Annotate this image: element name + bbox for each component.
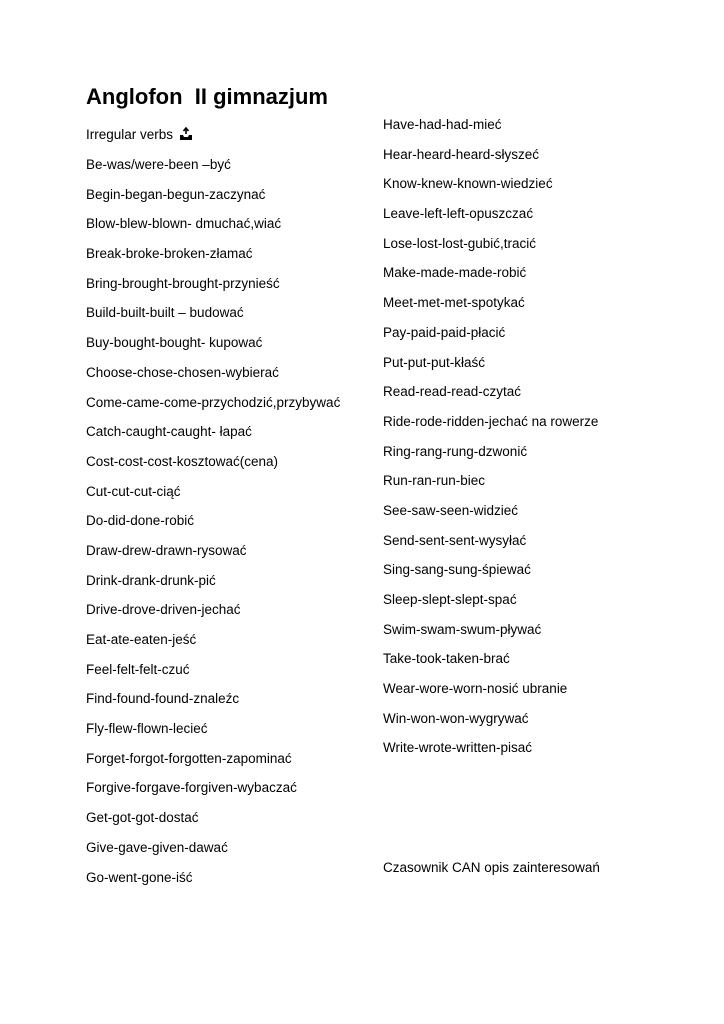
verb-entry: Eat-ate-eaten-jeść xyxy=(86,632,197,647)
verb-entry: See-saw-seen-widzieć xyxy=(383,502,519,518)
section-heading xyxy=(86,126,194,142)
verb-entry: Get-got-got-dostać xyxy=(86,810,199,826)
verb-entry: Know-knew-known-wiedzieć xyxy=(383,176,553,192)
verb-entry: Leave-left-left-opuszczać xyxy=(383,206,534,222)
verb-entry: Be-was/were-been –być xyxy=(86,157,231,172)
verb-entry: Ride-rode-ridden-jechać na rowerze xyxy=(383,413,599,429)
verb-entry: Sleep-slept-slept-spać xyxy=(383,592,517,607)
verb-entry: Find-found-found-znaleźc xyxy=(86,691,240,707)
verb-entry: Come-came-come-przychodzić,przybywać xyxy=(86,394,341,410)
verb-entry: Ring-rang-rung-dzwonić xyxy=(383,443,528,459)
verb-entry: Fly-flew-flown-lecieć xyxy=(86,721,208,737)
verb-entry: Win-won-won-wygrywać xyxy=(383,710,529,726)
verb-entry: Swim-swam-swum-pływać xyxy=(383,621,542,637)
verb-entry: Run-ran-run-biec xyxy=(383,473,486,489)
verb-entry: Drink-drank-drunk-pić xyxy=(86,572,216,588)
verb-entry: Sing-sang-sung-śpiewać xyxy=(383,562,531,578)
verb-entry: Drive-drove-driven-jechać xyxy=(86,602,241,618)
verb-entry: Blow-blew-blown- dmuchać,wiać xyxy=(86,216,282,232)
verb-entry: Cost-cost-cost-kosztować(cena) xyxy=(86,453,279,469)
verb-entry: Put-put-put-kłaść xyxy=(383,354,486,370)
note-text: Czasownik CAN opis zainteresowań xyxy=(383,860,600,875)
verb-entry: Forgive-forgave-forgiven-wybaczać xyxy=(86,780,297,796)
verb-entry: Hear-heard-heard-słyszeć xyxy=(383,146,540,162)
inbox-tray-icon xyxy=(178,126,194,142)
verb-entry: Take-took-taken-brać xyxy=(383,651,510,667)
verb-entry: Meet-met-met-spotykać xyxy=(383,295,525,311)
verb-entry: Forget-forgot-forgotten-zapominać xyxy=(86,750,292,766)
verb-entry: Break-broke-broken-złamać xyxy=(86,246,253,262)
verb-entry: Build-built-built – budować xyxy=(86,305,244,321)
document-title: Anglofon II gimnazjum xyxy=(86,84,328,109)
verb-entry: Buy-bought-bought- kupować xyxy=(86,335,263,351)
verb-entry: Send-sent-sent-wysyłać xyxy=(383,532,527,548)
verb-entry: Cut-cut-cut-ciąć xyxy=(86,483,181,499)
verb-entry: Have-had-had-mieć xyxy=(383,117,502,132)
verb-entry: Do-did-done-robić xyxy=(86,513,195,529)
verb-entry: Pay-paid-paid-płacić xyxy=(383,324,506,340)
verb-entry: Catch-caught-caught- łapać xyxy=(86,424,252,440)
verb-entry: Wear-wore-worn-nosić ubranie xyxy=(383,681,568,697)
verb-entry: Write-wrote-written-pisać xyxy=(383,740,533,756)
verb-entry: Feel-felt-felt-czuć xyxy=(86,661,190,677)
verb-list-right xyxy=(383,116,598,769)
verb-entry: Give-gave-given-dawać xyxy=(86,839,228,855)
verb-entry: Draw-drew-drawn-rysować xyxy=(86,542,247,558)
verb-entry: Read-read-read-czytać xyxy=(383,384,522,400)
verb-entry: Make-made-made-robić xyxy=(383,265,527,281)
verb-entry: Bring-brought-brought-przynieść xyxy=(86,275,280,291)
verb-entry: Lose-lost-lost-gubić,tracić xyxy=(383,235,537,251)
verb-entry: Go-went-gone-iść xyxy=(86,869,193,885)
section-heading-label: Irregular verbs xyxy=(86,126,174,142)
verb-entry: Begin-began-begun-zaczynać xyxy=(86,186,266,202)
verb-list-left xyxy=(86,156,340,898)
verb-entry: Choose-chose-chosen-wybierać xyxy=(86,364,279,380)
